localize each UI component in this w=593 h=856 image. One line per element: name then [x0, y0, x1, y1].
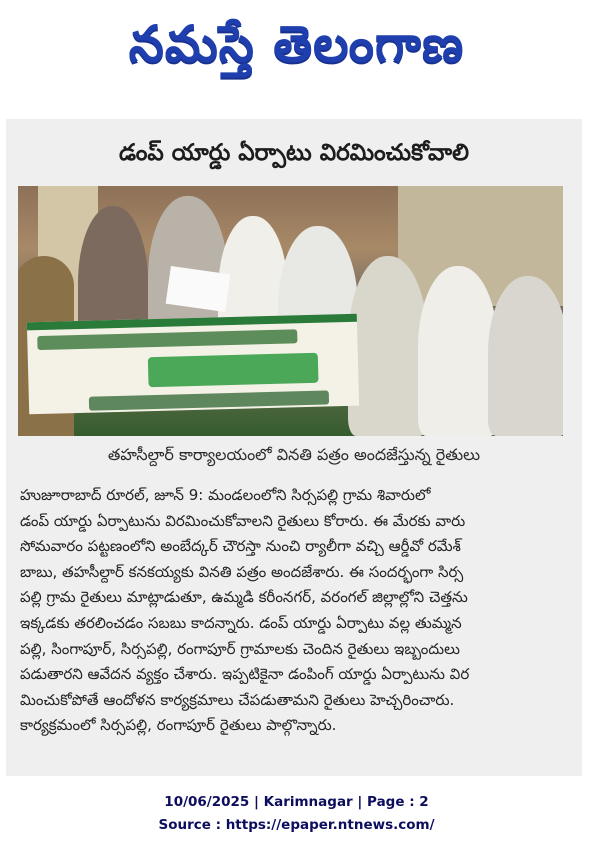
edition-info: 10/06/2025 | Karimnagar | Page : 2	[164, 794, 429, 810]
article-line: మించుకోపోతే ఆందోళన కార్యక్రమాలు చేపడుతామని రైతులు హెచ్చరించారు.	[20, 690, 455, 709]
article-body	[20, 483, 572, 739]
article-line: హుజూరాబాద్ రూరల్, జూన్ 9: మండలంలోని సిర్సపల్లి గ్రామ శివారులో	[20, 486, 431, 504]
photo-banner	[27, 314, 359, 415]
article-line: కార్యక్రమంలో సిర్సపల్లి, రంగాపూర్ రైతులు పాల్గొన్నారు.	[20, 716, 337, 735]
article-line: పల్లి, సింగాపూర్, సిర్సపల్లి, రంగాపూర్ గ్రామాలకు చెందిన రైతులు ఇబ్బందులు	[20, 639, 460, 658]
article-line: బాబు, తహసీల్దార్ కనకయ్యకు వినతి పత్రం అందజేశారు. ఈ సందర్భంగా సిర్స	[20, 562, 464, 581]
photo-person	[348, 256, 428, 436]
article-line: డంప్ యార్డు ఏర్పాటును విరమించుకోవాలని రైతులు కోరారు. ఈ మేరకు వారు	[20, 511, 466, 530]
article-line: పడుతారని ఆవేదన వ్యక్తం చేశారు. ఇప్పటికైనా డంపింగ్ యార్డు ఏర్పాటును విర	[20, 665, 470, 684]
news-photo	[18, 186, 563, 436]
newspaper-masthead: నమస్తే తెలంగాణ	[128, 15, 465, 73]
article-line: సోమవారం పట్టణంలోని అంబేద్కర్ చౌరస్తా నుంచి ర్యాలీగా వచ్చి ఆర్డీవో రమేశ్	[20, 537, 461, 556]
article-line: ఇక్కడకు తరలించడం సబబు కాదన్నారు. డంప్ యార్డు ఏర్పాటు వల్ల తుమ్మన	[20, 613, 462, 632]
photo-person	[488, 276, 563, 436]
photo-petition-paper	[166, 266, 231, 312]
article-line: పల్లి గ్రామ రైతులు మాట్లాడుతూ, ఉమ్మడి కరీంనగర్, వరంగల్ జిల్లాల్లోని చెత్తను	[20, 588, 468, 607]
photo-person	[418, 266, 498, 436]
photo-caption: తహసీల్దార్ కార్యాలయంలో వినతి పత్రం అందజేస్తున్న రైతులు	[107, 445, 481, 464]
article-headline: డంప్ యార్డు ఏర్పాటు విరమించుకోవాలి	[119, 140, 469, 166]
news-clipping	[6, 119, 582, 776]
source-link[interactable]: Source : https://epaper.ntnews.com/	[158, 817, 435, 833]
